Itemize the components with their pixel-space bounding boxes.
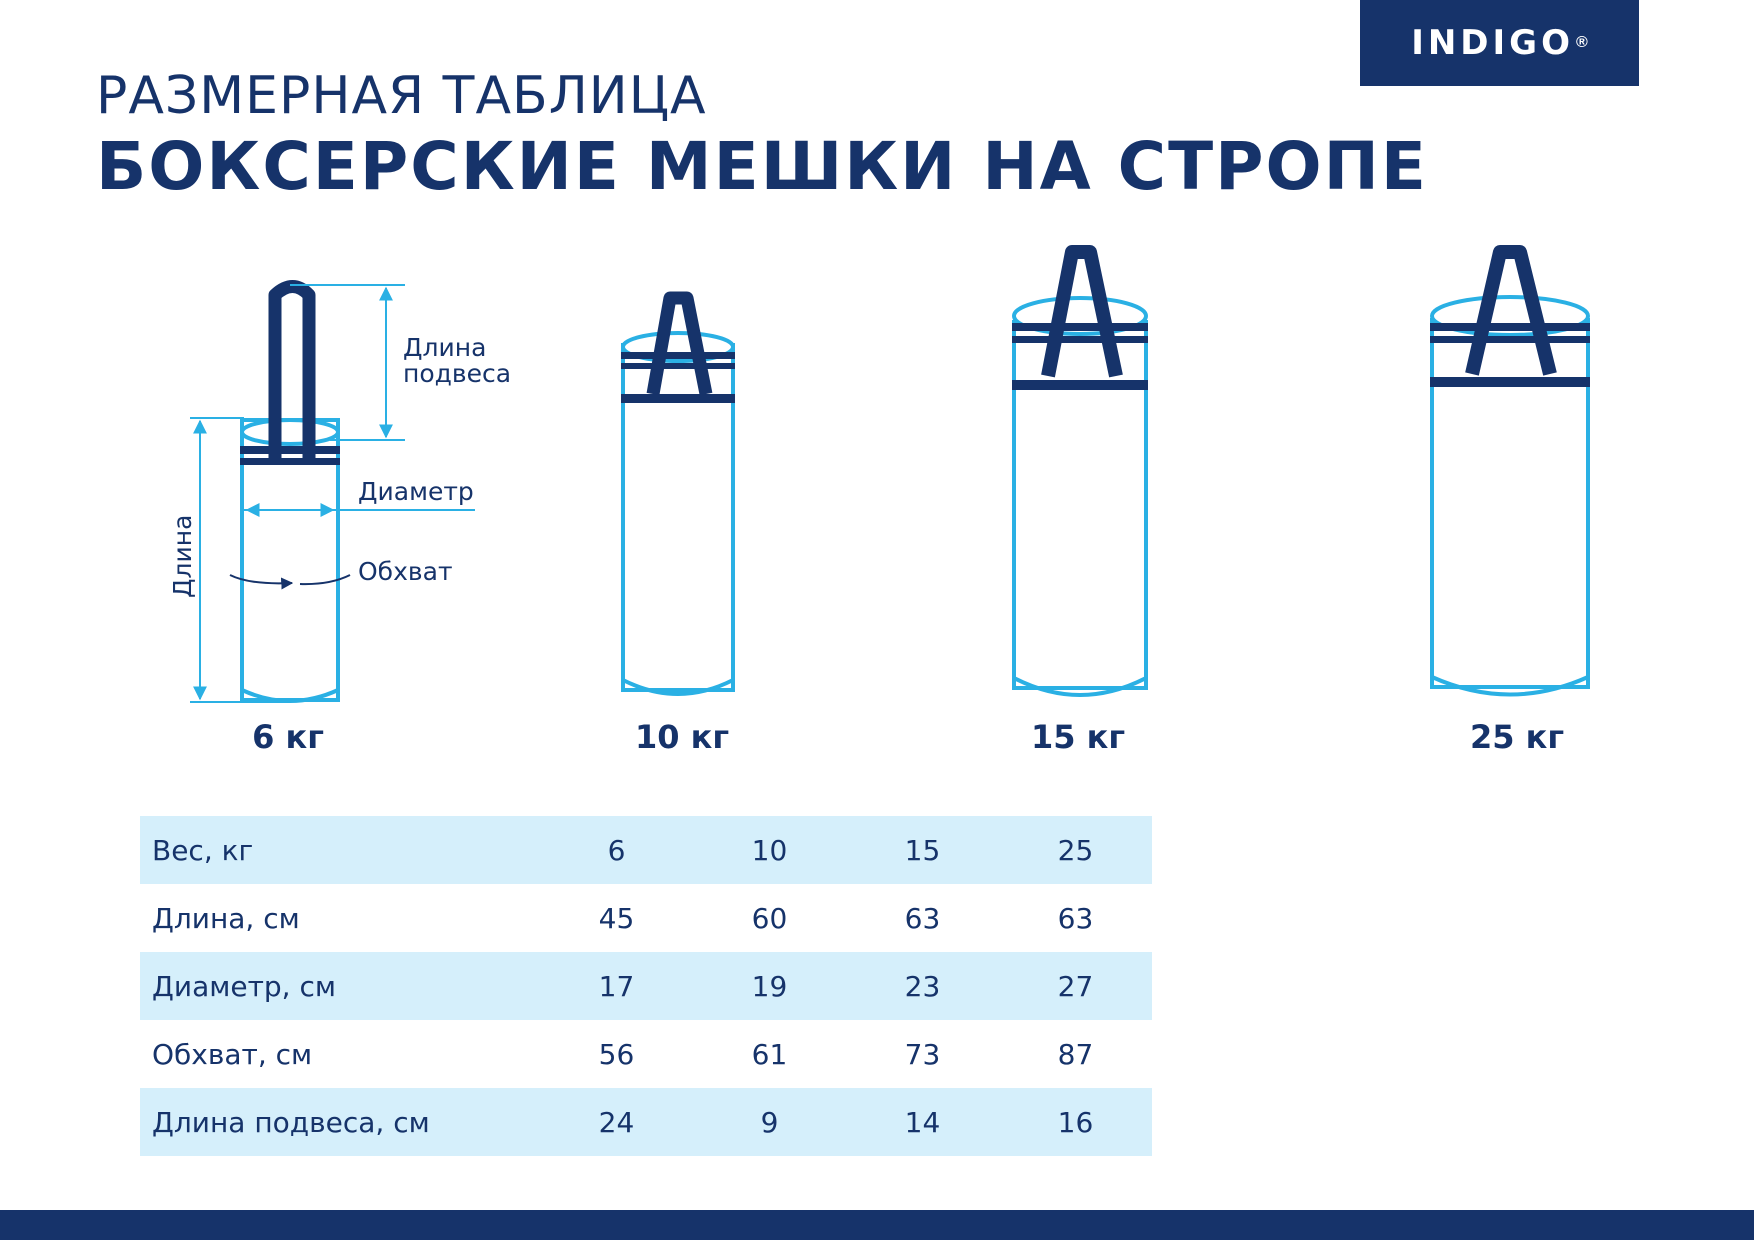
- row-label: Вес, кг: [140, 816, 540, 884]
- table-cell: 14: [846, 1088, 999, 1156]
- page-title-line2: БОКСЕРСКИЕ МЕШКИ НА СТРОПЕ: [96, 128, 1428, 205]
- bag-weight-label: 10 кг: [634, 718, 730, 756]
- hang-length-label-1: Длина: [403, 333, 487, 362]
- table-cell: 23: [846, 952, 999, 1020]
- bag-weight-label: 6 кг: [252, 718, 324, 756]
- row-label: Диаметр, см: [140, 952, 540, 1020]
- table-cell: 6: [540, 816, 693, 884]
- table-row: [140, 816, 1152, 884]
- row-label: Длина подвеса, см: [140, 1088, 540, 1156]
- table-cell: 61: [751, 1037, 788, 1071]
- table-cell: 27: [999, 952, 1152, 1020]
- table-cell: 87: [1057, 1037, 1094, 1071]
- footer-bar: [0, 1210, 1754, 1240]
- diameter-label: Диаметр: [358, 477, 474, 506]
- table-cell: 25: [999, 816, 1152, 884]
- row-label: Обхват, см: [152, 1037, 313, 1071]
- page-title-line1: РАЗМЕРНАЯ ТАБЛИЦА: [96, 66, 707, 126]
- table-cell: 17: [540, 952, 693, 1020]
- table-cell: 60: [751, 901, 788, 935]
- table-cell: 9: [693, 1088, 846, 1156]
- table-row: [140, 1020, 1152, 1088]
- punching-bag-10kg-icon: [621, 298, 735, 694]
- table-row: [140, 884, 1152, 952]
- table-cell: 63: [904, 901, 941, 935]
- table-cell: 56: [598, 1037, 635, 1071]
- length-label: Длина: [168, 514, 197, 598]
- table-cell: 15: [846, 816, 999, 884]
- table-cell: 24: [540, 1088, 693, 1156]
- table-cell: 73: [904, 1037, 941, 1071]
- table-row: [140, 1088, 1152, 1156]
- registered-mark: ®: [1576, 34, 1588, 51]
- punching-bag-6kg-icon: [240, 287, 340, 702]
- table-cell: 45: [598, 901, 635, 935]
- punching-bag-25kg-icon: [1430, 252, 1590, 695]
- hang-length-label-2: подвеса: [403, 359, 512, 388]
- logo-text: INDIGO: [1411, 23, 1574, 63]
- punching-bag-15kg-icon: [1012, 252, 1148, 695]
- table-cell: 16: [999, 1088, 1152, 1156]
- bag-weight-label: 25 кг: [1469, 718, 1565, 756]
- size-table: [140, 816, 1152, 1156]
- girth-label: Обхват: [358, 557, 453, 586]
- table-cell: 63: [1057, 901, 1094, 935]
- bag-weight-label: 15 кг: [1030, 718, 1126, 756]
- row-label: Длина, см: [152, 901, 300, 935]
- table-row: [140, 952, 1152, 1020]
- table-cell: 10: [693, 816, 846, 884]
- table-cell: 19: [693, 952, 846, 1020]
